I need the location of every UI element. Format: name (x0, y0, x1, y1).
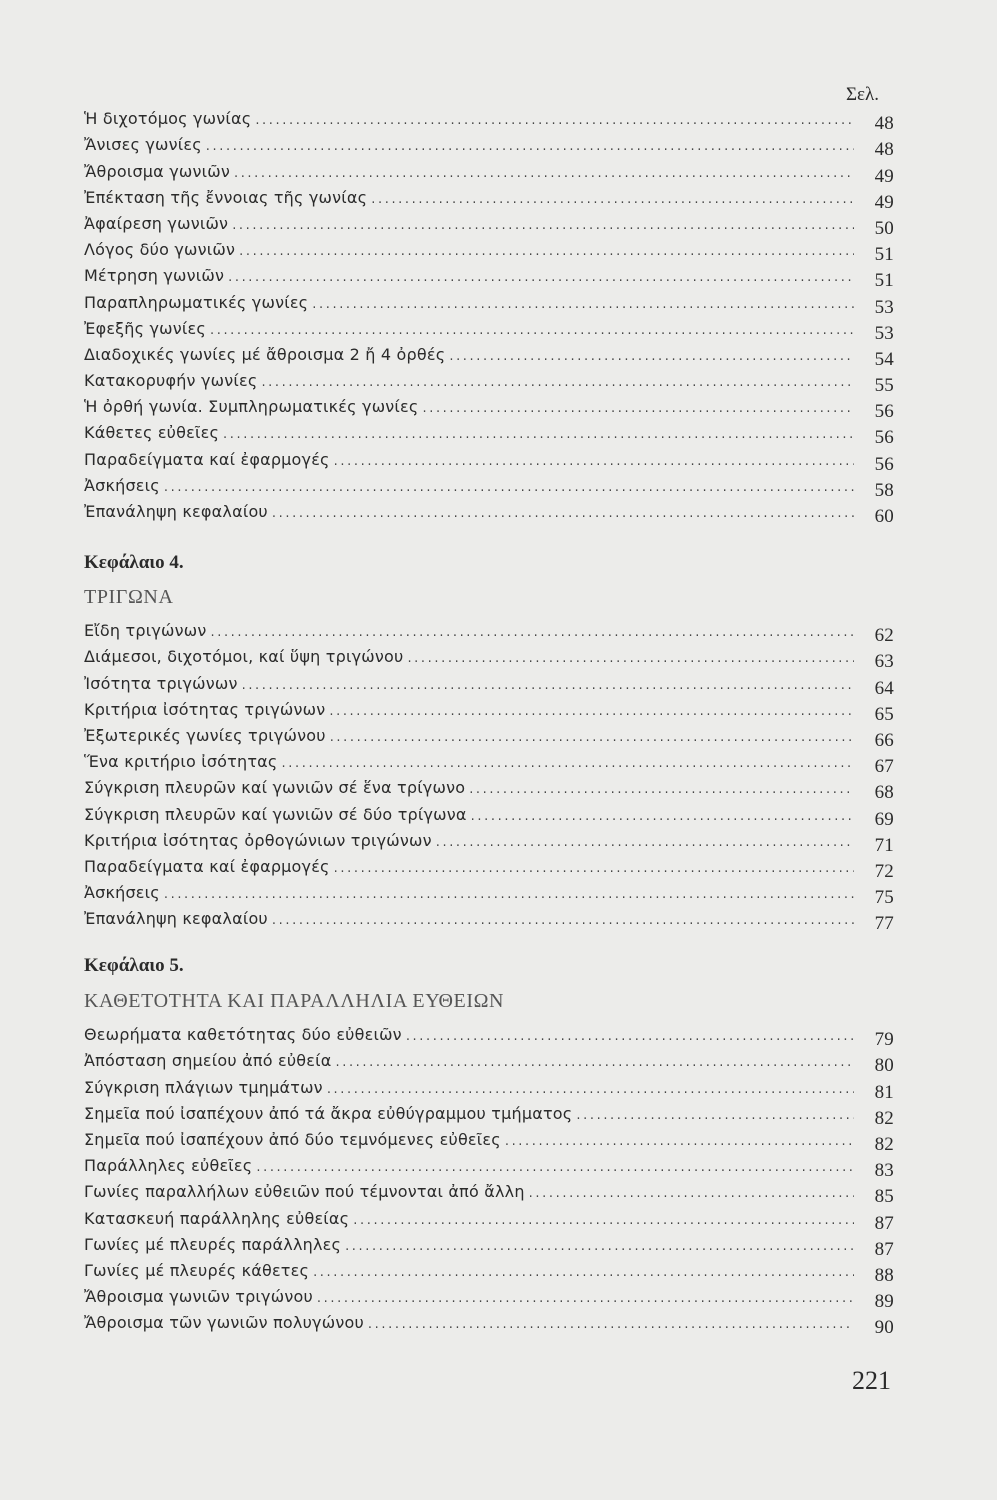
toc-entry (84, 130, 894, 161)
toc-entry (84, 1230, 894, 1260)
page-number: 221 (852, 1366, 891, 1395)
dot-leader (272, 912, 854, 930)
toc-section-1 (84, 104, 894, 527)
dot-leader (505, 1133, 854, 1151)
toc-entry-page: 87 (874, 1238, 894, 1260)
dot-leader (334, 453, 854, 471)
chapter-5-title: ΚΑΘΕΤΟΤΗΤΑ ΚΑΙ ΠΑΡΑΛΛΗΛΙΑ ΕΥΘΕΙΩΝ (84, 990, 505, 1012)
toc-entry (84, 1072, 894, 1103)
toc-entry-page: 89 (874, 1291, 894, 1313)
dot-leader (368, 1316, 854, 1334)
toc-entry-title: Διάμεσοι, διχοτόμοι, καί ὕψη τριγώνου (84, 647, 404, 667)
toc-entry-title: Παράλληλες εὐθεῖες (84, 1156, 253, 1176)
dot-leader (406, 1028, 854, 1046)
dot-leader (327, 1081, 854, 1099)
toc-entry-title: Ἡ ὀρθή γωνία. Συμπληρωματικές γωνίες (84, 397, 419, 417)
toc-entry-page: 80 (874, 1055, 894, 1077)
toc-entry (84, 1282, 894, 1313)
toc-entry (84, 773, 894, 804)
page-column-header: Σελ. (846, 84, 879, 105)
dot-leader (256, 1159, 854, 1177)
dot-leader (164, 886, 854, 904)
toc-entry-page: 67 (874, 756, 894, 778)
chapter-4-title: ΤΡΙΓΩΝΑ (84, 586, 174, 608)
dot-leader (210, 322, 854, 340)
toc-entry-title: Ἰσότητα τριγώνων (84, 673, 238, 693)
dot-leader (210, 624, 854, 642)
dot-leader (223, 426, 854, 444)
toc-entry (84, 668, 894, 699)
toc-entry-title: Ἐπανάληψη κεφαλαίου (84, 502, 268, 521)
toc-entry-title: Παραδείγματα καί ἐφαρμογές (84, 449, 330, 469)
toc-entry (84, 104, 894, 135)
dot-leader (469, 781, 854, 799)
toc-entry-page: 53 (874, 296, 894, 318)
toc-entry-title: Λόγος δύο γωνιῶν (84, 240, 236, 260)
toc-entry-title: Σημεῖα πού ἰσαπέχουν ἀπό δύο τεμνόμενες εὐθεῖες (84, 1129, 501, 1149)
toc-section-chapter-5 (84, 1020, 894, 1339)
toc-entry-page: 53 (874, 322, 894, 344)
toc-entry-title: Ἀσκήσεις (84, 475, 160, 495)
toc-entry (84, 287, 894, 318)
toc-entry-page: 64 (874, 677, 894, 699)
toc-entry (84, 183, 894, 213)
toc-entry-page: 56 (874, 427, 894, 449)
toc-entry (84, 1099, 894, 1129)
toc-entry-title: Κάθετες εὐθεῖες (84, 423, 220, 443)
toc-entry-title: Ἀφαίρεση γωνιῶν (84, 213, 229, 233)
toc-entry (84, 261, 894, 292)
toc-entry (84, 616, 894, 647)
toc-entry (84, 642, 894, 673)
toc-entry-title: Γωνίες παραλλήλων εὐθειῶν πού τέμνονται ἀπό ἄλλη (84, 1182, 525, 1202)
toc-entry (84, 209, 894, 239)
dot-leader (312, 296, 854, 314)
toc-entry-page: 77 (874, 913, 894, 935)
toc-entry (84, 1308, 894, 1339)
toc-entry (84, 904, 894, 935)
toc-entry-title: Σημεῖα πού ἰσαπέχουν ἀπό τά ἄκρα εὐθύγραμμου τμήματος (84, 1103, 573, 1123)
toc-entry-page: 69 (874, 808, 894, 830)
dot-leader (471, 808, 854, 826)
toc-entry (84, 826, 894, 856)
toc-entry (84, 418, 894, 449)
dot-leader (232, 217, 854, 235)
toc-entry (84, 1020, 894, 1051)
dot-leader (330, 729, 854, 747)
toc-entry-page: 51 (874, 270, 894, 292)
toc-entry-page: 72 (874, 860, 894, 882)
toc-entry-title: Ἄθροισμα γωνιῶν τριγώνου (84, 1287, 313, 1307)
toc-entry-title: Παραπληρωματικές γωνίες (84, 292, 309, 312)
dot-leader (206, 138, 854, 156)
toc-entry-title: Σύγκριση πλάγιων τμημάτων (84, 1077, 323, 1097)
toc-entry (84, 1203, 894, 1234)
dot-leader (282, 755, 854, 773)
dot-leader (449, 348, 854, 366)
toc-entry (84, 340, 894, 370)
toc-entry (84, 721, 894, 751)
toc-entry-page: 49 (874, 191, 894, 213)
toc-entry (84, 366, 894, 397)
toc-entry (84, 1177, 894, 1208)
toc-entry-title: Ἐξωτερικές γωνίες τριγώνου (84, 725, 326, 745)
dot-leader (529, 1185, 854, 1203)
toc-entry-page: 90 (874, 1317, 894, 1339)
toc-entry-title: Κριτήρια ἰσότητας τριγώνων (84, 699, 326, 719)
toc-entry-page: 71 (874, 834, 894, 856)
toc-entry-page: 51 (874, 244, 894, 266)
toc-entry (84, 799, 894, 830)
dot-leader (329, 703, 854, 721)
toc-entry-title: Ἕνα κριτήριο ἰσότητας (84, 752, 278, 772)
dot-leader (317, 1290, 854, 1308)
dot-leader (242, 677, 854, 695)
toc-entry-page: 81 (874, 1081, 894, 1103)
dot-leader (164, 479, 854, 497)
chapter-4-heading: Κεφάλαιο 4. (84, 552, 184, 573)
toc-entry-title: Ἐπανάληψη κεφαλαίου (84, 909, 268, 929)
toc-entry-page: 83 (874, 1160, 894, 1182)
toc-entry-title: Διαδοχικές γωνίες μέ ἄθροισμα 2 ἤ 4 ὀρθές (84, 344, 446, 364)
toc-entry-page: 60 (874, 506, 894, 527)
dot-leader (334, 860, 854, 878)
dot-leader (228, 269, 854, 287)
dot-leader (345, 1238, 854, 1256)
toc-entry (84, 1151, 894, 1182)
toc-entry-title: Ἄθροισμα τῶν γωνιῶν πολυγώνου (84, 1313, 364, 1333)
toc-entry (84, 695, 894, 725)
toc-entry (84, 392, 894, 423)
toc-entry-page: 48 (874, 113, 894, 135)
toc-entry-title: Ἄνισες γωνίες (84, 135, 202, 155)
toc-entry-title: Σύγκριση πλευρῶν καί γωνιῶν σέ ἕνα τρίγωνο (84, 778, 466, 798)
toc-entry-page: 75 (874, 887, 894, 909)
toc-entry-title: Ἐπέκταση τῆς ἔννοιας τῆς γωνίας (84, 187, 368, 207)
toc-entry-title: Εἴδη τριγώνων (84, 621, 207, 641)
toc-entry (84, 852, 894, 882)
toc-entry-title: Ἐφεξῆς γωνίες (84, 318, 206, 338)
toc-entry-page: 54 (874, 348, 894, 370)
toc-entry-title: Κατασκευή παράλληλης εὐθείας (84, 1208, 350, 1228)
toc-entry-title: Κατακορυφήν γωνίες (84, 371, 258, 391)
dot-leader (255, 112, 854, 130)
toc-entry (84, 1125, 894, 1155)
dot-leader (371, 191, 854, 209)
toc-entry-page: 48 (874, 139, 894, 161)
toc-entry (84, 497, 894, 527)
toc-entry-page: 65 (874, 703, 894, 725)
dot-leader (234, 165, 854, 183)
toc-entry-title: Παραδείγματα καί ἐφαρμογές (84, 856, 330, 876)
toc-entry-title: Ἄθροισμα γωνιῶν (84, 161, 230, 181)
dot-leader (576, 1107, 854, 1125)
toc-entry-title: Ἡ διχοτόμος γωνίας (84, 109, 252, 129)
toc-section-chapter-4 (84, 616, 894, 935)
toc-entry-page: 68 (874, 782, 894, 804)
chapter-5-heading: Κεφάλαιο 5. (84, 955, 184, 976)
toc-entry (84, 471, 894, 501)
toc-entry-title: Μέτρηση γωνιῶν (84, 266, 225, 286)
toc-entry-title: Ἀπόσταση σημείου ἀπό εὐθεία (84, 1051, 332, 1071)
toc-entry-page: 66 (874, 729, 894, 751)
toc-entry-title: Ἀσκήσεις (84, 883, 160, 903)
dot-leader (261, 374, 854, 392)
toc-entry-title: Θεωρήματα καθετότητας δύο εὐθειῶν (84, 1025, 402, 1045)
toc-entry-page: 50 (874, 217, 894, 239)
toc-entry-page: 55 (874, 375, 894, 397)
toc-entry-page: 56 (874, 401, 894, 423)
toc-entry (84, 747, 894, 778)
dot-leader (436, 834, 854, 852)
toc-entry (84, 156, 894, 187)
toc-entry-page: 87 (874, 1212, 894, 1234)
toc-entry-page: 88 (874, 1264, 894, 1286)
dot-leader (407, 650, 854, 668)
dot-leader (239, 243, 854, 261)
toc-entry-title: Γωνίες μέ πλευρές παράλληλες (84, 1234, 342, 1254)
toc-entry-title: Κριτήρια ἰσότητας ὀρθογώνιων τριγώνων (84, 830, 432, 850)
dot-leader (335, 1054, 854, 1072)
toc-entry (84, 878, 894, 909)
dot-leader (353, 1212, 854, 1230)
toc-entry-page: 82 (874, 1107, 894, 1129)
toc-entry-page: 85 (874, 1186, 894, 1208)
toc-entry-page: 63 (874, 651, 894, 673)
toc-entry-page: 58 (874, 479, 894, 501)
dot-leader (313, 1264, 854, 1282)
toc-entry-title: Σύγκριση πλευρῶν καί γωνιῶν σέ δύο τρίγωνα (84, 804, 467, 824)
toc-entry (84, 1046, 894, 1077)
toc-entry (84, 314, 894, 344)
toc-entry-page: 82 (874, 1133, 894, 1155)
toc-entry-page: 62 (874, 625, 894, 647)
toc-entry-title: Γωνίες μέ πλευρές κάθετες (84, 1260, 310, 1280)
toc-entry-page: 56 (874, 453, 894, 475)
toc-entry-page: 79 (874, 1029, 894, 1051)
dot-leader (422, 400, 854, 418)
toc-entry (84, 1256, 894, 1286)
toc-entry-page: 49 (874, 165, 894, 187)
dot-leader (272, 505, 854, 523)
toc-entry (84, 444, 894, 475)
toc-entry (84, 235, 894, 266)
